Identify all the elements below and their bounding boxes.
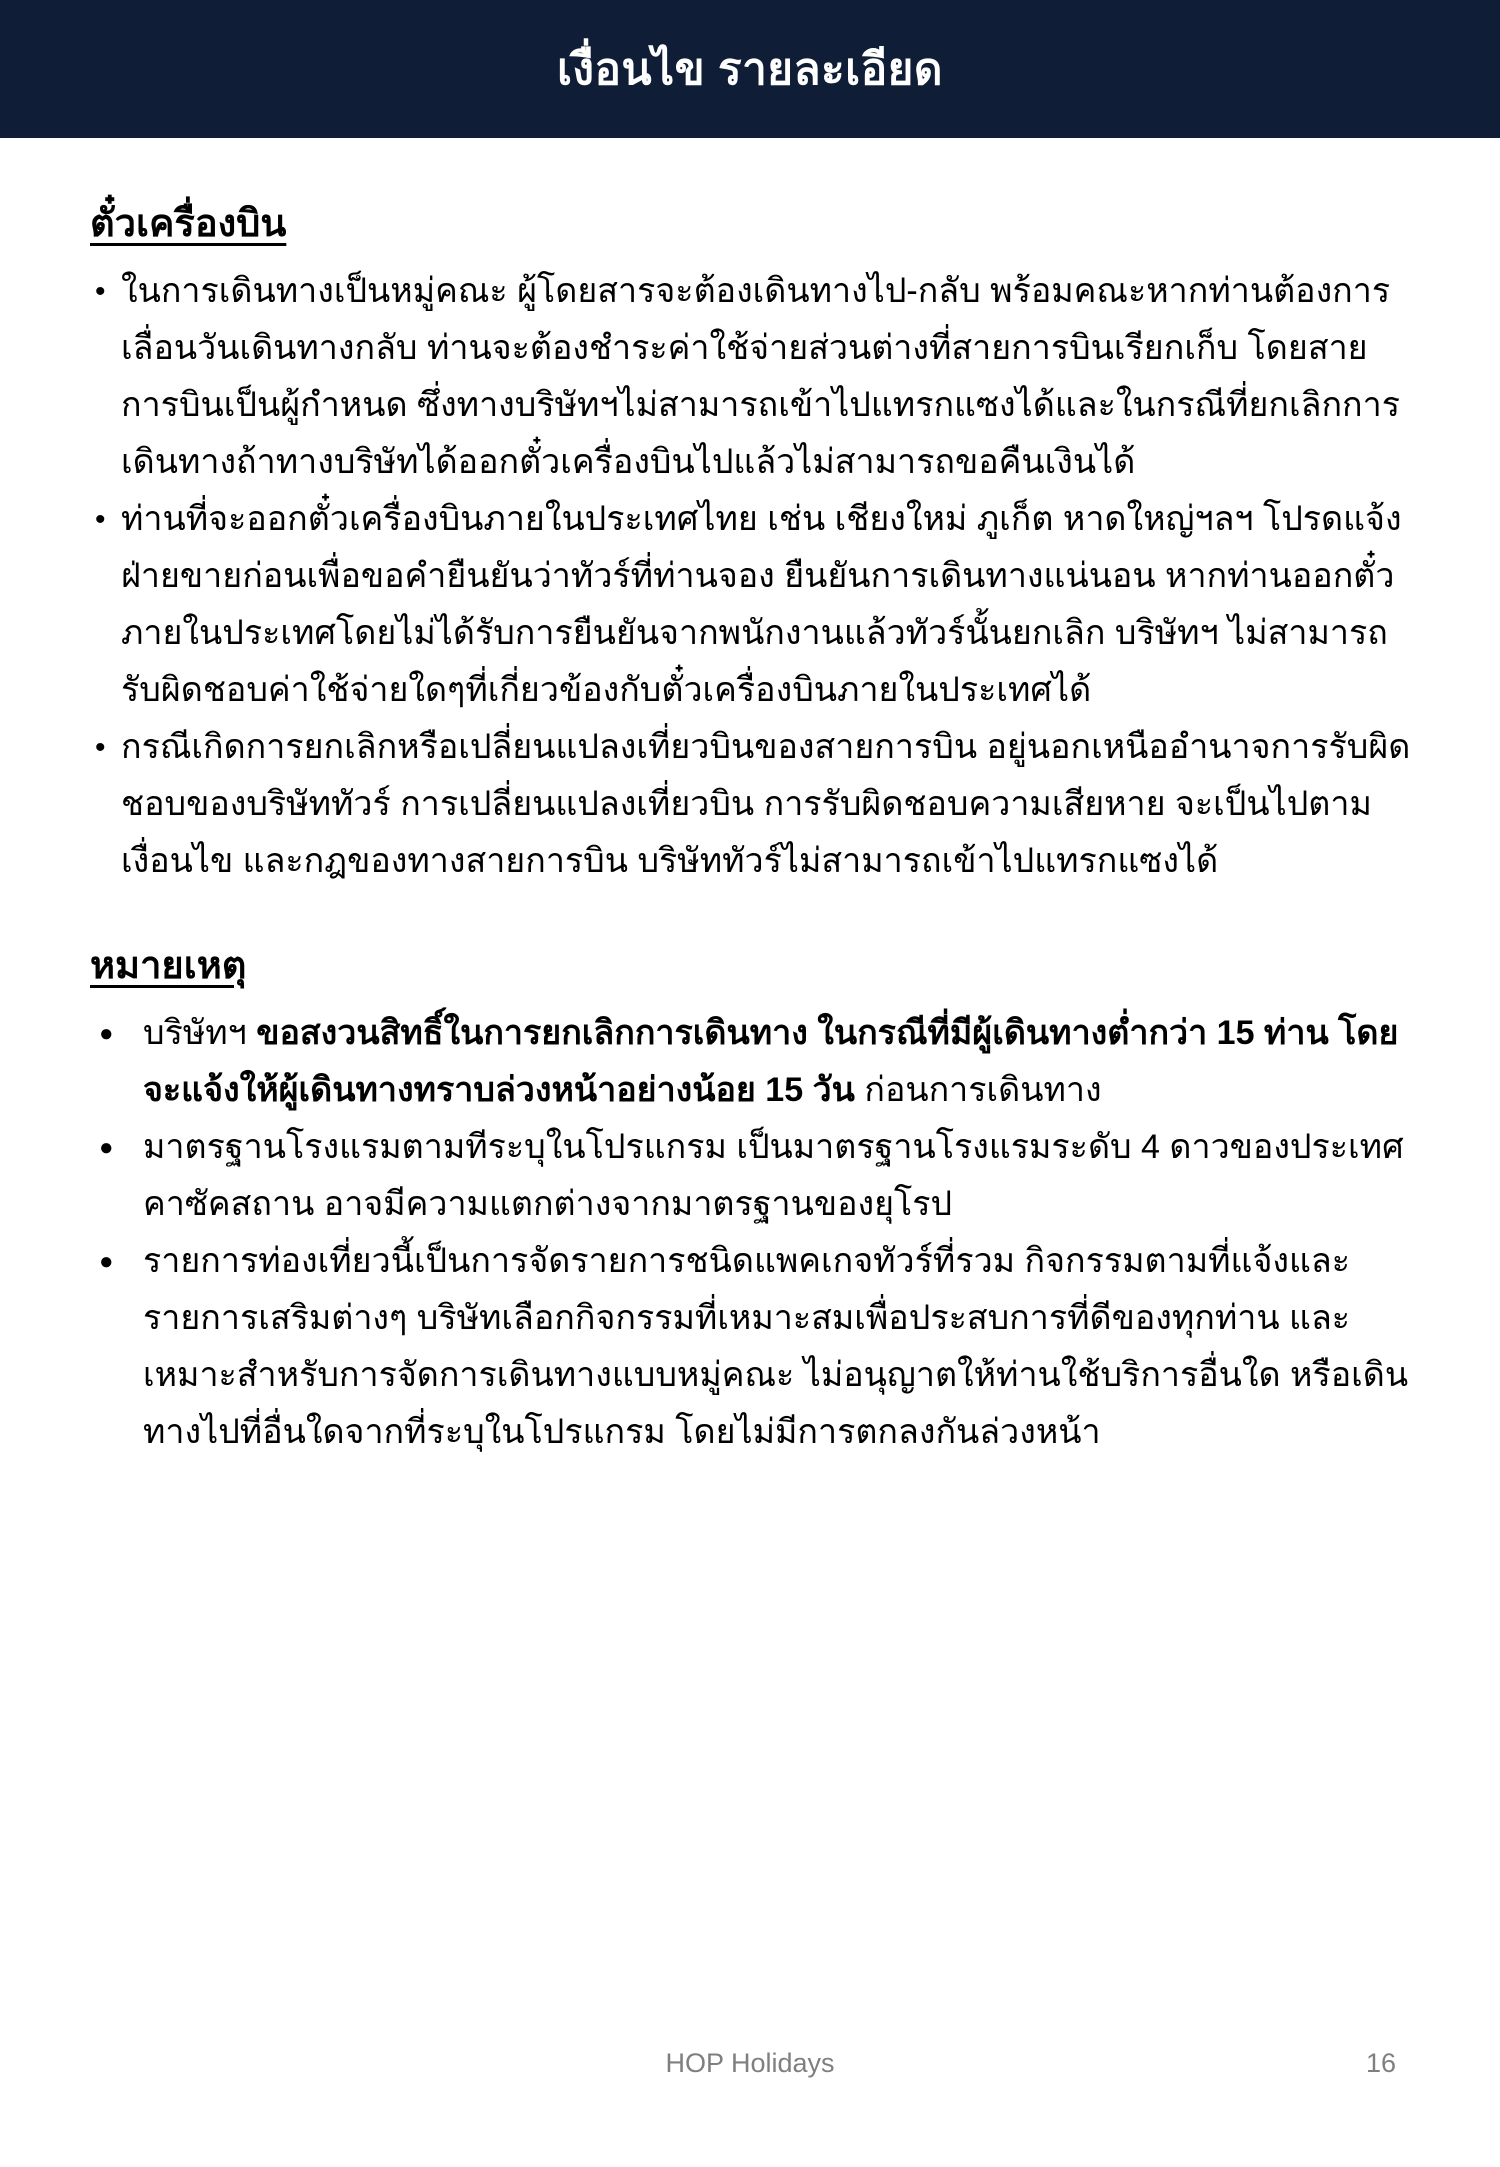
- list-item: [95, 1233, 1418, 1461]
- list-item: [95, 491, 1418, 719]
- bullet-text: [143, 1005, 1418, 1119]
- text-run: มาตรฐานโรงแรมตามทีระบุในโปรแกรม เป็นมาตรฐานโรงแรมระดับ 4 ดาวของประเทศคาซัคสถาน อาจมีความแตกต่างจากมาตรฐานของยุโรป: [143, 1128, 1404, 1223]
- text-run: บริษัทฯ: [143, 1014, 257, 1052]
- section-2: [90, 934, 1418, 1461]
- bullet-icon: •: [95, 731, 106, 764]
- bullet-text: [121, 719, 1418, 890]
- section-heading: ตั๋วเครื่องบิน: [90, 203, 287, 245]
- list-item: [95, 263, 1418, 491]
- list-item: [95, 1005, 1418, 1119]
- bullet-text: [143, 1233, 1418, 1461]
- text-run: ท่านที่จะออกตั๋วเครื่องบินภายในประเทศไทย เช่น เชียงใหม่ ภูเก็ต หาดใหญ่ฯลฯ โปรดแจ้งฝ่ายขายก่อนเพื่อขอคำยืนยันว่าทัวร์ที่ท่านจอง ยืนยันการเดินทางแน่นอน หากท่านออกตั๋วภายในประเทศโดยไม่ได้รับการยืนยันจากพนักงานแล้วทัวร์นั้นยกเลิก บริษัทฯ ไม่สามารถรับผิดชอบค่าใช้จ่ายใดๆที่เกี่ยวข้องกับตั๋วเครื่องบินภายในประเทศได้: [121, 500, 1402, 709]
- bullet-text: [143, 1119, 1418, 1233]
- bullet-text: [121, 263, 1418, 491]
- list-item: [95, 1119, 1418, 1233]
- text-run-bold: ขอสงวนสิทธิ์ในการยกเลิกการเดินทาง ในกรณีที่มีผู้เดินทางต่ำกว่า 15 ท่าน โดยจะแจ้งให้ผู้เดินทางทราบล่วงหน้าอย่างน้อย 15 วัน: [143, 1014, 1399, 1109]
- bullet-icon: ●: [99, 1248, 114, 1275]
- document-body: [0, 138, 1500, 1461]
- text-run: ในการเดินทางเป็นหมู่คณะ ผู้โดยสารจะต้องเดินทางไป-กลับ พร้อมคณะหากท่านต้องการเลื่อนวันเดินทางกลับ ท่านจะต้องชำระค่าใช้จ่ายส่วนต่างที่สายการบินเรียกเก็บ โดยสายการบินเป็นผู้กำหนด ซึ่งทางบริษัทฯไม่สามารถเข้าไปแทรกแซงได้และในกรณีที่ยกเลิกการเดินทางถ้าทางบริษัทได้ออกตั๋วเครื่องบินไปแล้วไม่สามารถขอคืนเงินได้: [121, 272, 1400, 481]
- text-run: รายการท่องเที่ยวนี้เป็นการจัดรายการชนิดแพคเกจทัวร์ที่รวม กิจกรรมตามที่แจ้งและรายการเสริมต่างๆ บริษัทเลือกกิจกรรมที่เหมาะสมเพื่อประสบการที่ดีของทุกท่าน และเหมาะสำหรับการจัดการเดินทางแบบหมู่คณะ ไม่อนุญาตให้ท่านใช้บริการอื่นใด หรือเดินทางไปที่อื่นใดจากที่ระบุในโปรแกรม โดยไม่มีการตกลงกันล่วงหน้า: [143, 1242, 1409, 1451]
- bullet-icon: ●: [99, 1134, 114, 1161]
- bullet-list: [90, 1005, 1418, 1461]
- bullet-icon: •: [95, 275, 106, 308]
- page-title: เงื่อนไข รายละเอียด: [557, 45, 943, 94]
- footer-page-number: 16: [1365, 2048, 1396, 2078]
- bullet-text: [121, 491, 1418, 719]
- section-1: [90, 192, 1418, 890]
- text-run: ก่อนการเดินทาง: [854, 1071, 1102, 1109]
- footer-brand: HOP Holidays: [665, 2048, 835, 2078]
- list-item: [95, 719, 1418, 890]
- bullet-list: [90, 263, 1418, 890]
- bullet-icon: ●: [99, 1020, 114, 1047]
- section-heading: หมายเหตุ: [90, 945, 247, 987]
- text-run: กรณีเกิดการยกเลิกหรือเปลี่ยนแปลงเที่ยวบินของสายการบิน อยู่นอกเหนืออำนาจการรับผิดชอบของบริษัททัวร์ การเปลี่ยนแปลงเที่ยวบิน การรับผิดชอบความเสียหาย จะเป็นไปตามเงื่อนไข และกฎของทางสายการบิน บริษัททัวร์ไม่สามารถเข้าไปแทรกแซงได้: [121, 728, 1411, 880]
- title-bar: [0, 0, 1500, 138]
- footer: [0, 2048, 1500, 2088]
- bullet-icon: •: [95, 503, 106, 536]
